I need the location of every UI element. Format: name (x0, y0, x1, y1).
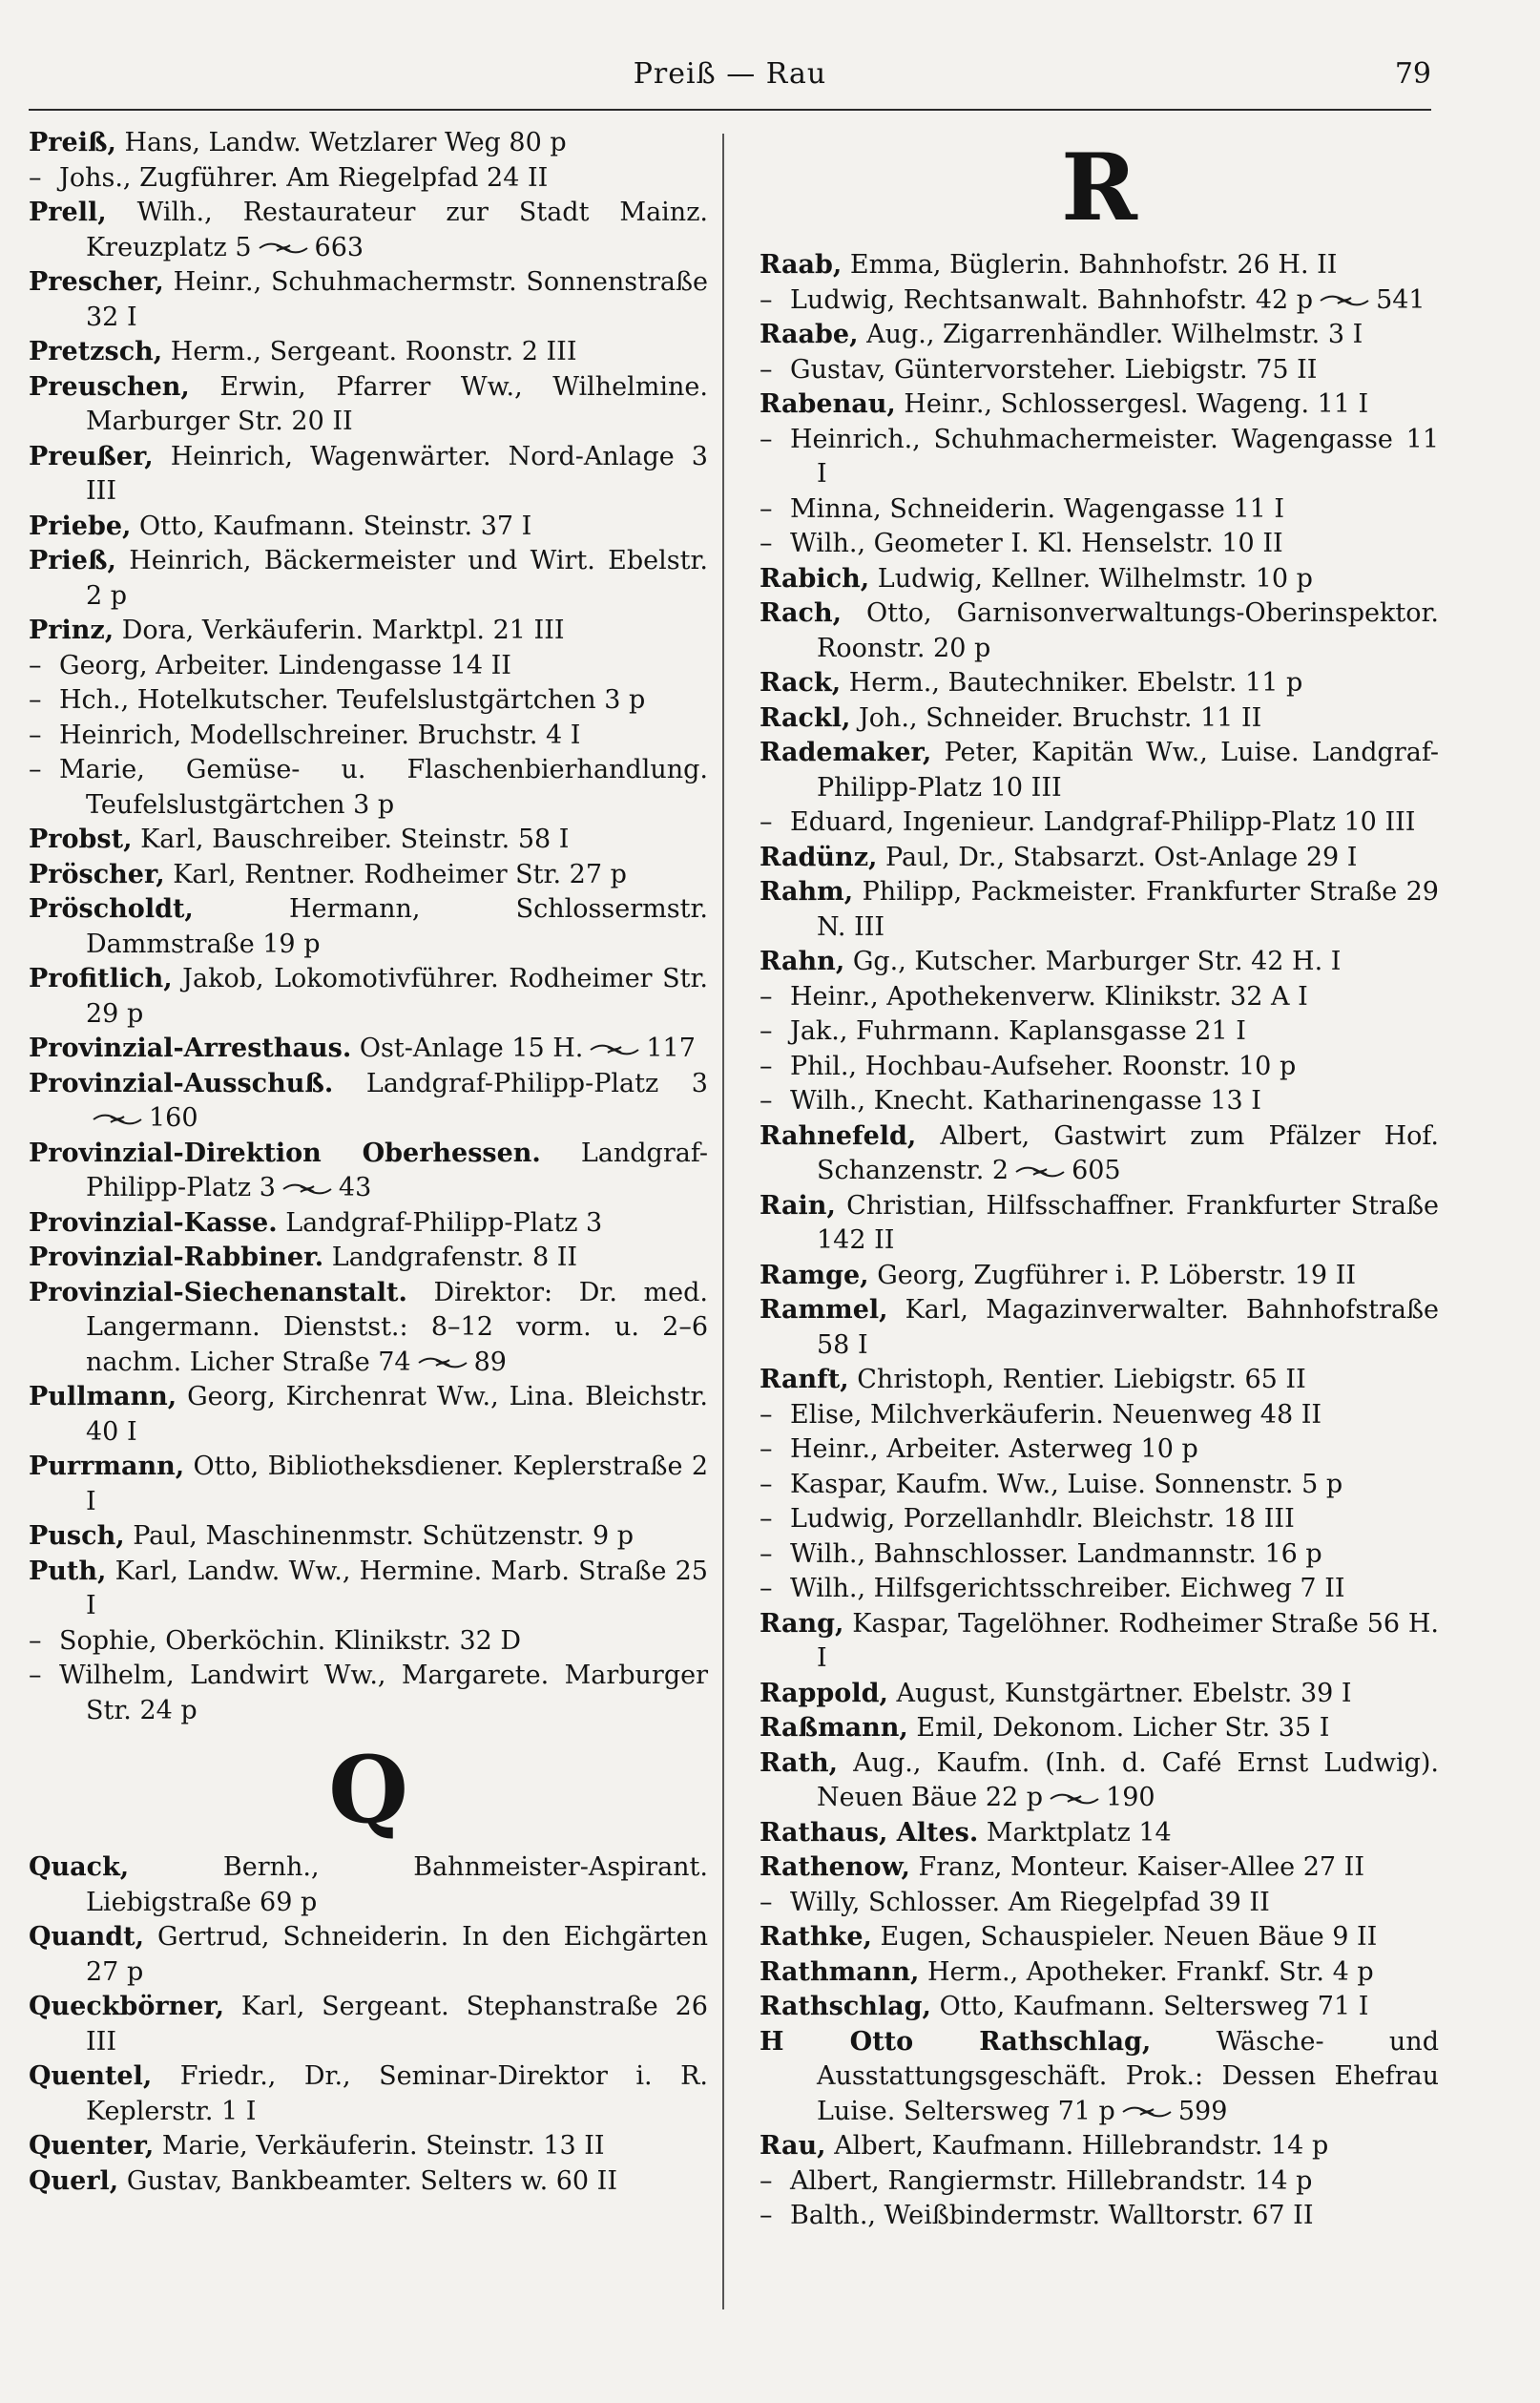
entries-r (760, 248, 1439, 2234)
directory-entry (760, 1711, 1439, 1746)
directory-entry (760, 353, 1439, 388)
entry-details: Karl, Landw. Ww., Hermine. Marb. Straße 25 I (86, 1556, 708, 1620)
entry-details: Kaspar, Tagelöhner. Rodheimer Straße 56 H. I (817, 1608, 1439, 1673)
entry-details: Peter, Kapitän Ww., Luise. Landgraf-Philipp-Platz 10 III (817, 738, 1439, 803)
directory-entry (760, 1990, 1439, 2025)
phone-number: 599 (1177, 2096, 1228, 2126)
entry-details: Direktor: Dr. med. Langermann. Dienstst.: 8–12 vorm. u. 2–6 nachm. Licher Straße 74 (86, 1277, 708, 1377)
directory-entry (760, 805, 1439, 841)
entry-name: Provinzial-Ausschuß. (29, 1068, 334, 1098)
entry-details: Gustav, Güntervorsteher. Liebigstr. 75 II (790, 354, 1318, 385)
entries-q (29, 1850, 708, 2199)
directory-entry (760, 1677, 1439, 1712)
directory-entry (29, 1920, 708, 1990)
entry-details: Marktplatz 14 (986, 1817, 1172, 1848)
ditto-dash: – (760, 807, 773, 837)
telephone-icon (258, 241, 309, 255)
entry-name: Rahn, (760, 947, 845, 976)
entry-details: Karl, Sergeant. Stephanstraße 26 III (86, 1992, 708, 2057)
entry-details: Joh., Schneider. Bruchstr. 11 II (858, 702, 1262, 733)
ditto-dash: – (760, 1086, 773, 1116)
directory-entry (29, 753, 708, 823)
entry-name: Raabe, (760, 320, 859, 349)
entry-details: Ludwig, Rechtsanwalt. Bahnhofstr. 42 p (790, 284, 1314, 315)
telephone-icon (589, 1043, 640, 1056)
entry-details: Heinr., Apothekenverw. Klinikstr. 32 A I (790, 981, 1308, 1012)
directory-entry (760, 1746, 1439, 1816)
directory-entry (760, 1189, 1439, 1259)
directory-entry (760, 1850, 1439, 1886)
telephone-icon (1319, 294, 1370, 307)
entry-details: Phil., Hochbau-Aufseher. Roonstr. 10 p (790, 1051, 1297, 1081)
directory-entry (29, 719, 708, 754)
directory-entry (760, 666, 1439, 701)
ditto-dash: – (760, 981, 773, 1012)
entry-details: Albert, Rangiermstr. Hillebrandstr. 14 p (790, 2165, 1313, 2196)
entry-details: Dora, Verkäuferin. Marktpl. 21 III (121, 616, 565, 645)
entry-details: Emma, Büglerin. Bahnhofstr. 26 H. II (849, 250, 1338, 280)
phone-number: 89 (473, 1347, 507, 1377)
entry-details: August, Kunstgärtner. Ebelstr. 39 I (896, 1678, 1352, 1708)
entry-name: Quandt, (29, 1922, 145, 1952)
entry-name: Rathschlag, (760, 1992, 931, 2021)
entry-name: Profitlich, (29, 964, 173, 993)
directory-entry (760, 1119, 1439, 1189)
entry-name: Provinzial-Siechenanstalt. (29, 1277, 407, 1307)
directory-entry (29, 265, 708, 335)
directory-entry (760, 2199, 1439, 2234)
directory-entry (29, 1659, 708, 1728)
entry-details: Ludwig, Kellner. Wilhelmstr. 10 p (877, 563, 1313, 594)
entry-details: Otto, Garnisonverwaltungs-Oberinspektor. Roonstr. 20 p (817, 598, 1439, 663)
directory-entry (29, 1067, 708, 1137)
entry-details: Gertrud, Schneiderin. In den Eichgärten 27 p (86, 1922, 708, 1987)
phone-number: 190 (1106, 1783, 1155, 1812)
entry-name: Rathaus, Altes. (760, 1817, 979, 1848)
ditto-dash: – (29, 755, 42, 784)
entry-name: Rain, (760, 1190, 836, 1221)
entry-name: Puth, (29, 1556, 107, 1586)
directory-entry (760, 701, 1439, 737)
entry-name: Raßmann, (760, 1713, 908, 1743)
ditto-dash: – (760, 1887, 773, 1917)
entry-name: Rabich, (760, 563, 870, 594)
entry-name: Prell, (29, 198, 107, 227)
entry-details: Ludwig, Porzellanhdlr. Bleichstr. 18 III (790, 1504, 1295, 1534)
ditto-dash: – (29, 162, 42, 193)
directory-entry (760, 1502, 1439, 1537)
entry-details: Heinrich., Schuhmachermeister. Wagengasse 11 I (790, 424, 1439, 489)
entry-name: Rathmann, (760, 1956, 920, 1987)
entry-details: Otto, Kaufmann. Steinstr. 37 I (139, 511, 532, 541)
directory-entry (29, 823, 708, 858)
directory-entry (29, 161, 708, 197)
directory-entry (760, 980, 1439, 1015)
entry-details: Aug., Zigarrenhändler. Wilhelmstr. 3 I (866, 320, 1363, 349)
phone-number: 160 (149, 1103, 198, 1133)
letter-heading-q: Q (328, 1736, 408, 1844)
entry-details: Franz, Monteur. Kaiser-Allee 27 II (918, 1852, 1364, 1882)
page-title: Preiß — Rau (633, 57, 827, 91)
entry-name: Prieß, (29, 546, 116, 575)
entry-details: Minna, Schneiderin. Wagengasse 11 I (790, 493, 1285, 524)
directory-entry (29, 370, 708, 440)
entry-details: Paul, Dr., Stabsarzt. Ost-Anlage 29 I (885, 842, 1358, 872)
directory-entry (29, 2059, 708, 2129)
directory-entry (29, 2164, 708, 2200)
entry-name: Provinzial-Arresthaus. (29, 1034, 352, 1063)
phone-number: 117 (646, 1034, 696, 1063)
entry-details: Heinrich, Modellschreiner. Bruchstr. 4 I (59, 720, 581, 750)
entry-details: Christoph, Rentier. Liebigstr. 65 II (857, 1365, 1306, 1394)
ditto-dash: – (29, 720, 42, 750)
directory-entry (760, 1537, 1439, 1573)
entry-details: Hans, Landw. Wetzlarer Weg 80 p (124, 128, 567, 157)
entry-details: Philipp, Packmeister. Frankfurter Straße 29 N. III (817, 877, 1439, 942)
entry-details: Herm., Sergeant. Roonstr. 2 III (170, 337, 577, 366)
ditto-dash: – (760, 493, 773, 524)
entry-name: Preußer, (29, 441, 154, 471)
directory-entry (29, 1032, 708, 1067)
entry-details: Heinrich, Wagenwärter. Nord-Anlage 3 III (86, 441, 708, 506)
entry-details: Willy, Schlosser. Am Riegelpfad 39 II (790, 1887, 1270, 1917)
directory-entry (760, 1607, 1439, 1677)
entry-details: Wilh., Knecht. Katharinengasse 13 I (790, 1086, 1261, 1116)
entry-name: Queckbörner, (29, 1992, 225, 2021)
ditto-dash: – (760, 2165, 773, 2196)
entry-name: Rahnefeld, (760, 1120, 917, 1151)
directory-entry (760, 736, 1439, 805)
entry-details: Heinr., Arbeiter. Asterweg 10 p (790, 1434, 1198, 1464)
entry-details: Karl, Rentner. Rodheimer Str. 27 p (173, 859, 627, 889)
entry-name: Provinzial-Rabbiner. (29, 1243, 324, 1272)
directory-entry (760, 1886, 1439, 1921)
entry-details: Marie, Gemüse- u. Flaschenbierhandlung. Teufelslustgärtchen 3 p (59, 755, 708, 820)
entry-details: Hch., Hotelkutscher. Teufelslustgärtchen 3 p (59, 685, 646, 715)
directory-entry (760, 562, 1439, 597)
entry-name: Pullmann, (29, 1382, 177, 1411)
directory-entry (760, 527, 1439, 562)
entries-p (29, 126, 708, 1728)
ditto-dash: – (760, 1399, 773, 1430)
telephone-icon (1049, 1792, 1100, 1806)
entry-details: Heinrich, Bäckermeister und Wirt. Ebelstr. 2 p (86, 546, 708, 611)
entry-name: Provinzial-Direktion Oberhessen. (29, 1138, 541, 1168)
telephone-icon (92, 1113, 143, 1126)
directory-entry (760, 1432, 1439, 1468)
ditto-dash: – (29, 685, 42, 715)
entry-details: Heinr., Schuhmachermstr. Sonnenstraße 32 I (86, 267, 708, 332)
entry-details: Otto, Bibliotheksdiener. Keplerstraße 2 I (86, 1452, 709, 1516)
directory-entry (760, 1572, 1439, 1607)
directory-entry (760, 1955, 1439, 1991)
entry-details: Gg., Kutscher. Marburger Str. 42 H. I (852, 947, 1342, 976)
directory-entry (29, 1624, 708, 1660)
ditto-dash: – (29, 1661, 42, 1690)
directory-entry (760, 1050, 1439, 1085)
phone-number: 43 (338, 1173, 372, 1202)
telephone-icon (417, 1356, 468, 1369)
directory-entry (29, 335, 708, 370)
entry-name: Rappold, (760, 1678, 888, 1708)
entry-details: Ost-Anlage 15 H. (359, 1034, 584, 1063)
right-column (760, 126, 1439, 2234)
entry-name: Ranft, (760, 1365, 849, 1394)
entry-name: Rathenow, (760, 1852, 910, 1882)
entry-details: Marie, Verkäuferin. Steinstr. 13 II (161, 2131, 605, 2161)
entry-details: Wilh., Geometer I. Kl. Henselstr. 10 II (790, 529, 1283, 558)
entry-details: Herm., Apotheker. Frankf. Str. 4 p (926, 1956, 1374, 1987)
entry-details: Balth., Weißbindermstr. Walltorstr. 67 II (790, 2201, 1314, 2230)
phone-number: 605 (1072, 1156, 1121, 1185)
entry-details: Christian, Hilfsschaffner. Frankfurter Straße 142 II (817, 1190, 1440, 1255)
entry-details: Wilhelm, Landwirt Ww., Margarete. Marburger Str. 24 p (59, 1661, 708, 1725)
entry-details: Bernh., Bahnmeister-Aspirant. Liebigstraße 69 p (86, 1852, 708, 1917)
directory-entry (760, 1084, 1439, 1119)
directory-entry (29, 2129, 708, 2164)
entry-details: Wilh., Bahnschlosser. Landmannstr. 16 p (790, 1538, 1322, 1569)
entry-details: Otto, Kaufmann. Seltersweg 71 I (939, 1992, 1369, 2021)
entry-details: Georg, Kirchenrat Ww., Lina. Bleichstr. 40 I (86, 1382, 708, 1447)
entry-name: Probst, (29, 825, 133, 854)
entry-name: Radünz, (760, 842, 878, 872)
column-divider (722, 134, 724, 2309)
entry-name: Rach, (760, 598, 843, 628)
ditto-dash: – (760, 284, 773, 315)
entry-details: Kaspar, Kaufm. Ww., Luise. Sonnenstr. 5 p (790, 1469, 1343, 1499)
entry-details: Herm., Bautechniker. Ebelstr. 11 p (848, 668, 1303, 698)
directory-entry (29, 962, 708, 1032)
entry-details: Albert, Gastwirt zum Pfälzer Hof. Schanzenstr. 2 (817, 1120, 1439, 1185)
entry-name: Rath, (760, 1747, 839, 1778)
entry-name: Ramge, (760, 1260, 869, 1290)
directory-entry (29, 1137, 708, 1206)
directory-entry (29, 544, 708, 614)
entry-name: Pusch, (29, 1521, 125, 1551)
ditto-dash: – (760, 424, 773, 454)
ditto-dash: – (760, 1574, 773, 1603)
entry-name: Quack, (29, 1852, 130, 1882)
directory-entry (760, 492, 1439, 528)
entry-details: Georg, Zugführer i. P. Löberstr. 19 II (877, 1260, 1357, 1290)
entry-name: Rammel, (760, 1295, 888, 1325)
entry-details: Wilh., Restaurateur zur Stadt Mainz. Kreuzplatz 5 (86, 198, 708, 262)
directory-entry (29, 440, 708, 510)
directory-entry (29, 196, 708, 265)
directory-entry (760, 875, 1439, 945)
entry-details: Aug., Kaufm. (Inh. d. Café Ernst Ludwig). Neuen Bäue 22 p (817, 1747, 1439, 1812)
ditto-dash: – (29, 650, 42, 680)
entry-details: Landgraf-Philipp-Platz 3 (285, 1207, 603, 1238)
entry-name: Rahm, (760, 877, 854, 907)
entry-name: Rack, (760, 668, 842, 698)
entry-details: Hermann, Schlossermstr. Dammstraße 19 p (86, 894, 708, 959)
entry-details: Johs., Zugführer. Am Riegelpfad 24 II (59, 162, 549, 193)
directory-entry (760, 1468, 1439, 1503)
entry-details: Heinr., Schlossergesl. Wageng. 11 I (904, 389, 1369, 419)
directory-entry (760, 1363, 1439, 1398)
letter-heading-r: R (1061, 134, 1137, 241)
entry-name: Pretzsch, (29, 337, 163, 366)
directory-entry (760, 1398, 1439, 1433)
entry-details: Friedr., Dr., Seminar-Direktor i. R. Keplerstr. 1 I (86, 2061, 708, 2126)
directory-entry (760, 2164, 1439, 2200)
entry-details: Jakob, Lokomotivführer. Rodheimer Str. 29 p (86, 964, 708, 1029)
directory-entry (29, 1450, 708, 1519)
entry-details: Sophie, Oberköchin. Klinikstr. 32 D (59, 1625, 522, 1656)
ditto-dash: – (760, 1434, 773, 1464)
entry-name: Preiß, (29, 128, 116, 157)
directory-entry (29, 614, 708, 649)
ditto-dash: – (760, 354, 773, 385)
directory-entry (760, 1293, 1439, 1363)
ditto-dash: – (760, 1469, 773, 1499)
entry-name: Rackl, (760, 702, 851, 733)
directory-entry (29, 1241, 708, 1276)
entry-details: Jak., Fuhrmann. Kaplansgasse 21 I (790, 1016, 1246, 1046)
entry-name: Prinz, (29, 616, 114, 645)
entry-name: Preuschen, (29, 371, 190, 402)
directory-entry (29, 683, 708, 719)
directory-entry (760, 2129, 1439, 2164)
page-header (29, 55, 1431, 111)
telephone-icon (1121, 2105, 1173, 2119)
telephone-icon (1014, 1165, 1066, 1179)
ditto-dash: – (760, 1051, 773, 1081)
ditto-dash: – (760, 2201, 773, 2230)
entry-name: H Otto Rathschlag, (760, 2026, 1152, 2057)
entry-name: Rathke, (760, 1922, 872, 1952)
entry-name: Rademaker, (760, 738, 932, 767)
entry-name: Quenter, (29, 2131, 155, 2161)
entry-details: Wäsche- und Ausstattungsgeschäft. Prok.: Dessen Ehefrau Luise. Seltersweg 71 p (817, 2026, 1439, 2126)
entry-details: Erwin, Pfarrer Ww., Wilhelmine. Marburger Str. 20 II (86, 371, 708, 436)
telephone-icon (281, 1182, 333, 1196)
directory-entry (29, 1276, 708, 1381)
directory-entry (760, 945, 1439, 980)
ditto-dash: – (760, 1016, 773, 1046)
entry-details: Landgraf-Philipp-Platz 3 (365, 1068, 708, 1098)
entry-name: Pröscher, (29, 859, 165, 889)
entry-details: Eugen, Schauspieler. Neuen Bäue 9 II (880, 1922, 1378, 1952)
directory-entry (29, 892, 708, 962)
directory-entry (760, 2025, 1439, 2130)
entry-name: Querl, (29, 2165, 119, 2196)
directory-entry (760, 423, 1439, 492)
entry-name: Purrmann, (29, 1452, 185, 1481)
entry-details: Georg, Arbeiter. Lindengasse 14 II (59, 650, 511, 680)
phone-number: 541 (1376, 284, 1426, 315)
entry-name: Rabenau, (760, 389, 896, 419)
entry-name: Quentel, (29, 2061, 153, 2091)
directory-entry (29, 510, 708, 545)
entry-details: Elise, Milchverkäuferin. Neuenweg 48 II (790, 1399, 1322, 1430)
directory-entry (29, 1555, 708, 1624)
entry-name: Raab, (760, 250, 843, 280)
directory-entry (760, 1816, 1439, 1851)
entry-name: Priebe, (29, 511, 132, 541)
entry-details: Eduard, Ingenieur. Landgraf-Philipp-Platz 10 III (790, 807, 1416, 837)
ditto-dash: – (760, 1504, 773, 1534)
entry-details: Landgraf-Philipp-Platz 3 (86, 1138, 708, 1202)
entry-details: Karl, Bauschreiber. Steinstr. 58 I (140, 825, 570, 854)
directory-entry (29, 1850, 708, 1920)
phone-number: 663 (314, 232, 364, 262)
ditto-dash: – (760, 1538, 773, 1569)
directory-entry (760, 1014, 1439, 1050)
directory-entry (760, 841, 1439, 876)
directory-entry (760, 387, 1439, 423)
directory-entry (29, 1519, 708, 1555)
entry-details: Karl, Magazinverwalter. Bahnhofstraße 58 I (817, 1295, 1439, 1360)
directory-entry (29, 649, 708, 684)
entry-name: Rang, (760, 1608, 844, 1639)
entry-name: Provinzial-Kasse. (29, 1207, 278, 1238)
entry-details: Gustav, Bankbeamter. Selters w. 60 II (126, 2165, 617, 2196)
entry-name: Rau, (760, 2131, 826, 2161)
entry-details: Albert, Kaufmann. Hillebrandstr. 14 p (834, 2131, 1329, 2161)
directory-entry (760, 596, 1439, 666)
ditto-dash: – (760, 529, 773, 558)
left-column (29, 126, 708, 2199)
directory-entry (760, 1920, 1439, 1955)
directory-entry (29, 1206, 708, 1242)
entry-details: Landgrafenstr. 8 II (331, 1243, 578, 1272)
directory-entry (760, 318, 1439, 353)
directory-entry (29, 858, 708, 893)
directory-entry (29, 1380, 708, 1450)
entry-details: Wilh., Hilfsgerichtsschreiber. Eichweg 7 II (790, 1574, 1345, 1603)
entry-name: Pröscholdt, (29, 894, 194, 924)
entry-details: Emil, Dekonom. Licher Str. 35 I (916, 1713, 1330, 1743)
directory-entry (760, 1259, 1439, 1294)
directory-entry (760, 283, 1439, 319)
directory-entry (29, 126, 708, 161)
entry-details: Paul, Maschinenmstr. Schützenstr. 9 p (133, 1521, 635, 1551)
directory-entry (760, 248, 1439, 283)
ditto-dash: – (29, 1625, 42, 1656)
entry-name: Prescher, (29, 267, 164, 297)
page-number: 79 (1394, 57, 1431, 91)
directory-entry (29, 1990, 708, 2059)
